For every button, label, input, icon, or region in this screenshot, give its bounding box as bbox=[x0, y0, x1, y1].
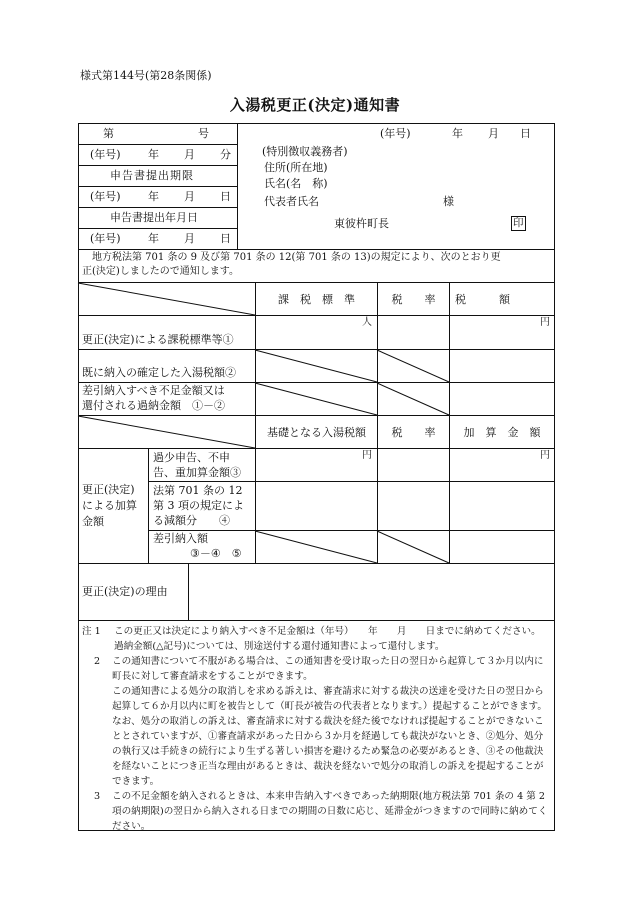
sub-row-underreport-1: 過少申告、不申 bbox=[153, 451, 230, 464]
sub-row-net-1: 差引納入額 bbox=[153, 532, 208, 545]
note-1b bbox=[82, 639, 552, 654]
note-3-prefix: 3 bbox=[94, 791, 101, 802]
group-label-3: 金額 bbox=[82, 515, 104, 528]
unit-yen-1: 円 bbox=[540, 317, 550, 328]
row-label-confirmed-tax: 既に納入の確定した入湯税額② bbox=[82, 366, 236, 379]
col-header-tax-rate: 税 率 bbox=[391, 293, 436, 306]
period-month: 月 bbox=[184, 148, 195, 161]
note-1 bbox=[82, 624, 552, 639]
form-number-label: 様式第144号(第28条関係) bbox=[80, 69, 212, 82]
note-3 bbox=[82, 789, 552, 834]
address-label: 住所(所在地) bbox=[264, 161, 328, 174]
note-1-prefix: 注 1 bbox=[82, 626, 101, 637]
unit-yen-3: 円 bbox=[540, 450, 550, 461]
group-label-2: による加算 bbox=[82, 499, 137, 512]
note-1-text: この更正又は決定により納入すべき不足金額は（年号） 年 月 日までに納めてください。 bbox=[114, 626, 541, 637]
note-3-text: この不足金額を納入されるときは、本来申告納入すべきであった納期限(地方税法第 701 条の 4 第 2 項の納期限)の翌日から納入される日までの期間の日数に応じ、延滞金がつきますので同時に納めてください。 bbox=[112, 791, 548, 832]
deadline-year: 年 bbox=[148, 190, 159, 203]
issuer-name: 東彼杵町長 bbox=[334, 217, 389, 230]
unit-yen-2: 円 bbox=[362, 450, 372, 461]
sub-row-reduction-3: る減額分 ④ bbox=[153, 514, 230, 527]
period-year: 年 bbox=[148, 148, 159, 161]
issue-era: (年号) bbox=[380, 127, 411, 140]
submit-era: (年号) bbox=[90, 232, 121, 245]
header-diagonal-2 bbox=[78, 416, 255, 448]
col-header-tax-base: 課 税 標 準 bbox=[278, 293, 355, 306]
row-label-difference-2: 還付される過納金額 ①－② bbox=[82, 399, 225, 412]
deadline-day: 日 bbox=[220, 190, 231, 203]
period-era: (年号) bbox=[90, 148, 121, 161]
note-2 bbox=[82, 654, 552, 684]
intro-line-2: 正(決定)しましたので通知します。 bbox=[82, 266, 240, 277]
submit-date-label: 申告書提出年月日 bbox=[110, 211, 198, 224]
submit-month: 月 bbox=[184, 232, 195, 245]
sub-row-reduction-2: 第 3 項の規定によ bbox=[153, 499, 244, 512]
note-2-text: この通知書について不服がある場合は、この通知書を受け取った日の翌日から起算して３か月以内に町長に対して審査請求をすることができます。 bbox=[112, 656, 544, 682]
deadline-month: 月 bbox=[184, 190, 195, 203]
submit-year: 年 bbox=[148, 232, 159, 245]
name-label: 氏名(名 称) bbox=[264, 177, 328, 190]
col-header-rate-2: 税 率 bbox=[391, 426, 436, 439]
intro-line-1: 地方税法第 701 条の 9 及び第 701 条の 12(第 701 条の 13)の規定により、次のとおり更 bbox=[82, 252, 501, 263]
number-prefix: 第 bbox=[103, 127, 114, 140]
note-1b-text: 過納金額(△記号)については、別途送付する還付通知書によって還付します。 bbox=[114, 641, 445, 652]
period-unit: 分 bbox=[220, 148, 231, 161]
deadline-era: (年号) bbox=[90, 190, 121, 203]
sub-row-net-2: ③－④ ⑤ bbox=[190, 547, 242, 560]
row-label-difference-1: 差引納入すべき不足金額又は bbox=[82, 384, 225, 397]
unit-person: 人 bbox=[362, 317, 372, 328]
honorific-sama: 様 bbox=[443, 195, 454, 208]
group-label-1: 更正(決定) bbox=[82, 483, 135, 496]
deadline-label: 申告書提出期限 bbox=[110, 169, 194, 182]
collector-label: (特別徴収義務者) bbox=[262, 145, 348, 158]
col-header-base-tax: 基礎となる入湯税額 bbox=[267, 426, 366, 439]
document-title: 入湯税更正(決定)通知書 bbox=[229, 96, 401, 114]
col-header-tax-amount: 税 額 bbox=[455, 293, 510, 306]
note-2b-text: この通知書による処分の取消しを求める訴えは、審査請求に対する裁決の送達を受けた日の翌日から起算して６か月以内に町を被告として（町長が被告の代表者となります。）提起することができます。なお、処分の取消しの訴えは、審査請求に対する裁決を経た後でなければ提起することができないこととされていますが、①審査請求があった日から３か月を経過しても裁決がないとき、②処分、処分の執行又は手続きの続行により生ずる著しい損害を避けるため緊急の必要があるとき、③その他裁決を経ないことにつき正当な理由があるときは、裁決を経ないで処分の取消しの訴えを提起することができます。 bbox=[112, 686, 547, 787]
reason-label: 更正(決定)の理由 bbox=[82, 585, 168, 598]
submit-day: 日 bbox=[220, 232, 231, 245]
sub-row-reduction-1: 法第 701 条の 12 bbox=[153, 484, 243, 497]
header-diagonal-1 bbox=[78, 283, 255, 315]
issue-month: 月 bbox=[488, 127, 499, 140]
col-header-additional: 加 算 金 額 bbox=[463, 426, 541, 439]
issue-year: 年 bbox=[452, 127, 463, 140]
sub-row-underreport-2: 告、重加算金額③ bbox=[153, 466, 241, 479]
number-suffix: 号 bbox=[198, 127, 209, 140]
note-2b bbox=[82, 684, 552, 789]
issue-day: 日 bbox=[520, 127, 531, 140]
seal-mark: 印 bbox=[513, 217, 524, 229]
representative-label: 代表者氏名 bbox=[264, 195, 319, 208]
note-2-prefix: 2 bbox=[94, 656, 101, 667]
row-label-tax-base: 更正(決定)による課税標準等① bbox=[82, 333, 234, 346]
notes-block bbox=[82, 624, 552, 834]
